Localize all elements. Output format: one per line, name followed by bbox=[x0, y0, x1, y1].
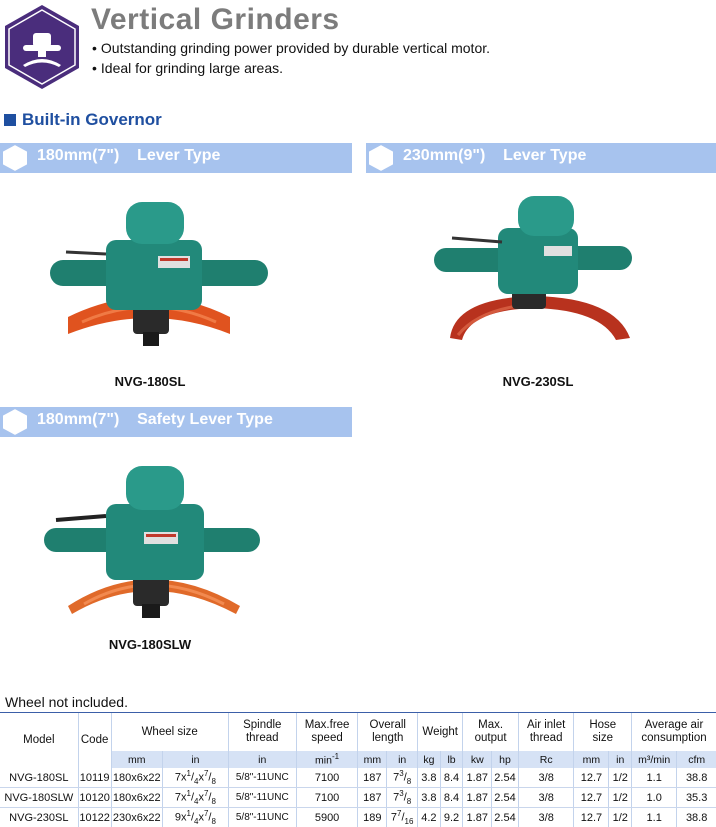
cell-model: NVG-180SL bbox=[0, 768, 78, 788]
cell-hose-in: 1/2 bbox=[609, 788, 632, 808]
model-caption: NVG-180SL bbox=[70, 374, 230, 389]
header-line: Air inlet bbox=[527, 719, 565, 731]
header-line: consumption bbox=[641, 732, 706, 744]
cell-air-inlet: 3/8 bbox=[518, 788, 574, 808]
band-label: 180mm(7") Safety Lever Type bbox=[37, 411, 273, 429]
header-line: Max. bbox=[478, 719, 503, 731]
unit-cell: cfm bbox=[677, 751, 716, 768]
unit-cell: in bbox=[163, 751, 229, 768]
cell-length-mm: 187 bbox=[358, 788, 387, 808]
product-image-nvg-180slw bbox=[40, 458, 280, 623]
cell-speed: 5900 bbox=[296, 808, 358, 827]
col-header-output bbox=[463, 713, 519, 751]
band-label: 230mm(9") Lever Type bbox=[403, 147, 586, 165]
cell-output-hp: 2.54 bbox=[492, 788, 519, 808]
cell-speed: 7100 bbox=[296, 788, 358, 808]
header-line: length bbox=[372, 732, 403, 744]
cell-wheel-in: $7x^1/_4x^7/_8$ bbox=[163, 788, 229, 808]
band-label: 180mm(7") Lever Type bbox=[37, 147, 220, 165]
cell-wheel-mm: 180x6x22 bbox=[111, 768, 162, 788]
col-header-weight: Weight bbox=[418, 713, 463, 751]
cell-spindle: 5/8"-11UNC bbox=[228, 788, 296, 808]
unit-cell: m³/min bbox=[632, 751, 677, 768]
unit-cell: kw bbox=[463, 751, 492, 768]
cell-cons-m3: 1.1 bbox=[632, 768, 677, 788]
unit-cell: hp bbox=[492, 751, 519, 768]
cell-spindle: 5/8"-11UNC bbox=[228, 808, 296, 827]
col-header-code: Code bbox=[78, 713, 111, 768]
cell-cons-m3: 1.1 bbox=[632, 808, 677, 827]
col-header-spindle bbox=[228, 713, 296, 751]
cell-cons-cfm: 38.8 bbox=[677, 768, 716, 788]
cell-wheel-in: $9x^1/_4x^7/_8$ bbox=[163, 808, 229, 827]
product-band-180slw bbox=[0, 407, 352, 437]
product-image-nvg-180sl bbox=[40, 192, 280, 357]
cell-weight-kg: 3.8 bbox=[418, 788, 441, 808]
model-caption: NVG-180SLW bbox=[70, 637, 230, 652]
cell-hose-mm: 12.7 bbox=[574, 788, 609, 808]
cell-length-mm: 189 bbox=[358, 808, 387, 827]
hexagon-icon bbox=[0, 406, 30, 438]
unit-cell: in bbox=[387, 751, 418, 768]
cell-weight-lb: 9.2 bbox=[440, 808, 463, 827]
cell-weight-lb: 8.4 bbox=[440, 768, 463, 788]
table-row bbox=[0, 788, 716, 808]
cell-cons-cfm: 35.3 bbox=[677, 788, 716, 808]
unit-cell: mm bbox=[358, 751, 387, 768]
col-header-wheel-size: Wheel size bbox=[111, 713, 228, 751]
col-header-hose bbox=[574, 713, 632, 751]
cell-output-kw: 1.87 bbox=[463, 768, 492, 788]
cell-output-kw: 1.87 bbox=[463, 788, 492, 808]
section-marker-icon bbox=[4, 114, 16, 126]
table-row bbox=[0, 808, 716, 827]
col-header-length bbox=[358, 713, 418, 751]
product-image-nvg-230sl bbox=[420, 190, 650, 355]
cell-output-kw: 1.87 bbox=[463, 808, 492, 827]
wheel-note: Wheel not included. bbox=[5, 694, 128, 710]
cell-hose-in: 1/2 bbox=[609, 808, 632, 827]
header-line: output bbox=[475, 732, 507, 744]
col-header-consumption bbox=[632, 713, 716, 751]
cell-wheel-in: $7x^1/_4x^7/_8$ bbox=[163, 768, 229, 788]
cell-hose-mm: 12.7 bbox=[574, 768, 609, 788]
page-title: Vertical Grinders bbox=[91, 3, 340, 37]
cell-hose-in: 1/2 bbox=[609, 768, 632, 788]
product-band-180sl bbox=[0, 143, 352, 173]
cell-air-inlet: 3/8 bbox=[518, 768, 574, 788]
unit-cell: in bbox=[609, 751, 632, 768]
header-line: thread bbox=[246, 732, 279, 744]
cell-cons-m3: 1.0 bbox=[632, 788, 677, 808]
cell-code: 10119 bbox=[78, 768, 111, 788]
unit-cell: mm bbox=[111, 751, 162, 768]
hexagon-icon bbox=[366, 142, 396, 174]
cell-air-inlet: 3/8 bbox=[518, 808, 574, 827]
header-line: Hose bbox=[589, 719, 616, 731]
cell-wheel-mm: 230x6x22 bbox=[111, 808, 162, 827]
col-header-air-inlet bbox=[518, 713, 574, 751]
unit-cell: Rc bbox=[518, 751, 574, 768]
section-heading: Built-in Governor bbox=[22, 110, 162, 130]
table-row bbox=[0, 768, 716, 788]
cell-code: 10120 bbox=[78, 788, 111, 808]
feature-bullet: • Ideal for grinding large areas. bbox=[92, 60, 283, 76]
cell-length-mm: 187 bbox=[358, 768, 387, 788]
header-line: thread bbox=[530, 732, 563, 744]
header-line: Max.free bbox=[305, 719, 350, 731]
unit-cell: mm bbox=[574, 751, 609, 768]
cell-weight-kg: 3.8 bbox=[418, 768, 441, 788]
header-line: speed bbox=[311, 732, 342, 744]
cell-hose-mm: 12.7 bbox=[574, 808, 609, 827]
col-header-model: Model bbox=[0, 713, 78, 768]
cell-output-hp: 2.54 bbox=[492, 768, 519, 788]
cell-spindle: 5/8"-11UNC bbox=[228, 768, 296, 788]
model-caption: NVG-230SL bbox=[458, 374, 618, 389]
header-line: Spindle bbox=[243, 719, 281, 731]
header-line: Overall bbox=[370, 719, 406, 731]
unit-cell: kg bbox=[418, 751, 441, 768]
unit-text: min bbox=[315, 755, 332, 767]
cell-model: NVG-180SLW bbox=[0, 788, 78, 808]
cell-wheel-mm: 180x6x22 bbox=[111, 788, 162, 808]
cell-weight-kg: 4.2 bbox=[418, 808, 441, 827]
header-line: size bbox=[593, 732, 613, 744]
cell-speed: 7100 bbox=[296, 768, 358, 788]
unit-cell: $\min^{-1}$ bbox=[296, 751, 358, 768]
product-band-230sl bbox=[366, 143, 716, 173]
grinder-category-logo bbox=[3, 3, 81, 91]
spec-table bbox=[0, 713, 716, 827]
cell-cons-cfm: 38.8 bbox=[677, 808, 716, 827]
col-header-speed bbox=[296, 713, 358, 751]
header-line: Average air bbox=[645, 719, 704, 731]
cell-length-in: $7^7/_{16}$ bbox=[387, 808, 418, 827]
cell-weight-lb: 8.4 bbox=[440, 788, 463, 808]
unit-cell: lb bbox=[440, 751, 463, 768]
cell-length-in: $7^3/_8$ bbox=[387, 788, 418, 808]
cell-model: NVG-230SL bbox=[0, 808, 78, 827]
cell-length-in: $7^3/_8$ bbox=[387, 768, 418, 788]
hexagon-icon bbox=[0, 142, 30, 174]
cell-output-hp: 2.54 bbox=[492, 808, 519, 827]
table-header-row bbox=[0, 713, 716, 751]
feature-bullet: • Outstanding grinding power provided by durable vertical motor. bbox=[92, 40, 490, 56]
unit-cell: in bbox=[228, 751, 296, 768]
cell-code: 10122 bbox=[78, 808, 111, 827]
